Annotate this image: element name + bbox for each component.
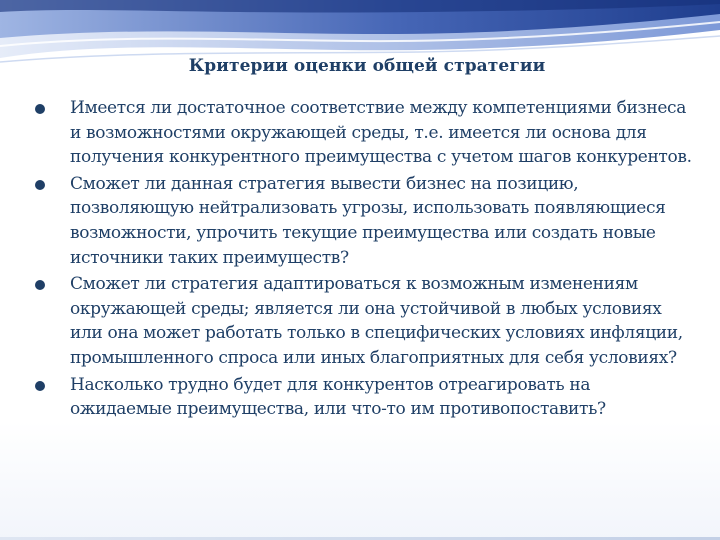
list-item: [34, 96, 694, 170]
slide-title: Критерии оценки общей стратегии: [188, 56, 546, 76]
bullet-icon: [35, 280, 45, 290]
bullet-icon: [35, 180, 45, 190]
list-item: [34, 172, 694, 270]
list-item-text: Насколько трудно будет для конкурентов отреагировать на ожидаемые преимущества, или что-то им противопоставить?: [70, 374, 606, 420]
list-item: [34, 272, 694, 370]
list-item-text: Сможет ли стратегия адаптироваться к возможным изменениям окружающей среды; является ли она устойчивой в любых условиях или она может работать только в специфических условиях инфляции, промышленного спроса или иных благоприятных для себя условиях?: [70, 274, 683, 368]
list-item-text: Сможет ли данная стратегия вывести бизнес на позицию, позволяющую нейтрализовать угрозы, использовать появляющиеся возможности, упрочить текущие преимущества или создать новые источники таких преимуществ?: [70, 173, 666, 268]
list-item: [34, 373, 694, 422]
list-item-text: Имеется ли достаточное соответствие между компетенциями бизнеса и возможностями окружающей среды, т.е. имеется ли основа для получения конкурентного преимущества с учетом шагов конкурентов.: [70, 98, 692, 168]
bullet-icon: [35, 381, 45, 391]
bullet-icon: [35, 104, 45, 114]
criteria-list: [34, 96, 694, 424]
